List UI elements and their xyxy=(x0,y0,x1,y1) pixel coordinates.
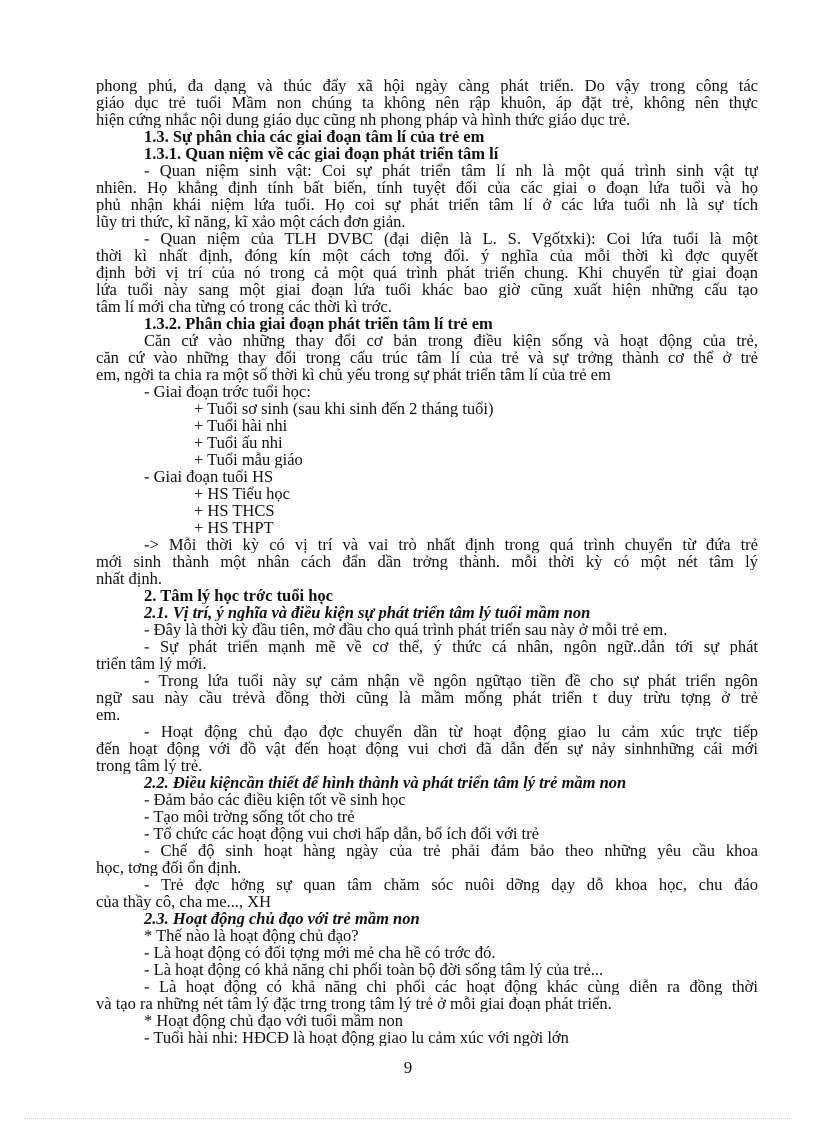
page-bottom-rule xyxy=(24,1118,792,1119)
text-line: - Quan niệm của TLH DVBC (đại diện là L. S. Vgốtxki): Coi lứa tuổi là một xyxy=(144,230,758,247)
text-line: hiện cứng nhắc nội dung giáo dục cũng nh phong pháp và hình thức giáo dục trẻ. xyxy=(96,111,631,128)
text-line: + HS Tiểu học xyxy=(194,485,290,502)
text-line: 2.2. Điều kiệncần thiết để hình thành và phát triển tâm lý trẻ mầm non xyxy=(144,774,627,791)
text-line: + Tuổi sơ sinh (sau khi sinh đến 2 tháng tuổi) xyxy=(194,400,494,417)
text-line: trong tâm lý trẻ. xyxy=(96,757,203,774)
text-line: -> Mỗi thời kỳ có vị trí và vai trò nhất định trong quá trình chuyển từ đứa trẻ xyxy=(144,536,758,553)
text-line: tâm lí mới cha từng có trong các thời kì trớc. xyxy=(96,298,392,315)
text-line: + HS THCS xyxy=(194,502,275,519)
text-line: + Tuổi hài nhi xyxy=(194,417,288,434)
text-line: - Hoạt động chủ đạo đợc chuyển dần từ hoạt động giao lu cảm xúc trực tiếp xyxy=(144,723,758,740)
text-line: - Là hoạt động có khả năng chi phối toàn bộ đời sống tâm lý của trẻ... xyxy=(144,961,604,978)
text-line: giáo dục trẻ tuổi Mầm non chúng ta không nên rập khuôn, áp đặt trẻ, không nên thực xyxy=(96,94,758,111)
text-line: - Chế độ sinh hoạt hàng ngày của trẻ phải đảm bảo theo những yêu cầu khoa xyxy=(144,842,758,859)
text-line: - Tổ chức các hoạt động vui chơi hấp dẫn, bổ ích đối với trẻ xyxy=(144,825,539,842)
text-line: của thầy cô, cha me..., XH xyxy=(96,893,272,910)
text-line: phủ nhận khái niệm lứa tuổi. Họ coi sự phát triển tâm lí ở các lứa tuổi nh là sự tích xyxy=(96,196,758,213)
text-line: 1.3.2. Phân chia giai đoạn phát triển tâm lí trẻ em xyxy=(144,315,493,332)
text-line: học, tơng đối ổn định. xyxy=(96,859,242,876)
text-line: - Trẻ đợc hởng sự quan tâm chăm sóc nuôi dỡng dạy dỗ khoa học, chu đáo xyxy=(144,876,758,893)
text-line: - Đây là thời kỳ đầu tiên, mở đầu cho quá trình phát triển sau này ở mỗi trẻ em. xyxy=(144,621,668,638)
text-line: - Quan niệm sinh vật: Coi sự phát triển tâm lí nh là một quá trình sinh vật tự xyxy=(144,162,758,179)
text-line: định bởi vị trí của nó trong cả một quá trình phát triển chung. Khi chuyển từ giai đoạn xyxy=(96,264,758,281)
text-line: lứa tuổi này sang một giai đoạn lứa tuổi khác bao giờ cũng xuất hiện những cấu tạo xyxy=(96,281,758,298)
text-line: đến hoạt động với đồ vật đến hoạt động vui chơi đã dẫn đến sự nảy sinhnhững cái mới xyxy=(96,740,758,757)
text-line: 1.3. Sự phân chia các giai đoạn tâm lí của trẻ em xyxy=(144,128,485,145)
text-line: - Tạo môi trờng sống tốt cho trẻ xyxy=(144,808,355,825)
text-line: - Đảm bảo các điều kiện tốt về sinh học xyxy=(144,791,406,808)
text-line: - Là hoạt động có khả năng chi phối các hoạt động khác cùng diễn ra đồng thời xyxy=(144,978,758,995)
text-line: - Sự phát triển mạnh mẽ về cơ thể, ý thức cá nhân, ngôn ngữ..dẫn tới sự phát xyxy=(144,638,758,655)
text-line: triển tâm lý mới. xyxy=(96,655,207,672)
text-line: và tạo ra những nét tâm lý đặc trng trong tâm lý trẻ ở mỗi giai đoạn phát triển. xyxy=(96,995,612,1012)
text-line: 2.1. Vị trí, ý nghĩa và điều kiện sự phát triển tâm lý tuổi mầm non xyxy=(144,604,591,621)
text-line: + Tuổi ấu nhi xyxy=(194,434,283,451)
page-number: 9 xyxy=(403,1058,413,1077)
text-line: em, ngời ta chia ra một số thời kì chủ yếu trong sự phát triển tâm lí của trẻ em xyxy=(96,366,611,383)
text-line: 2.3. Hoạt động chủ đạo với trẻ mầm non xyxy=(144,910,420,927)
text-line: nhiên. Họ khẳng định tính bất biến, tính tuyệt đối của các giai o đoạn lứa tuổi và họ xyxy=(96,179,758,196)
text-line: 1.3.1. Quan niệm về các giai đoạn phát triển tâm lí xyxy=(144,145,499,162)
text-line: - Giai đoạn tuổi HS xyxy=(144,468,274,485)
text-line: căn cứ vào những thay đổi trong cấu trúc tâm lí của trẻ và sự trởng thành cơ thể ở trẻ xyxy=(96,349,758,366)
text-line: - Giai đoạn trớc tuổi học: xyxy=(144,383,311,400)
text-line: + HS THPT xyxy=(194,519,274,536)
text-line: thời kì nhất định, đóng kín một cách tơng đối. ý nghĩa của mỗi thời kì đợc quyết xyxy=(96,247,758,264)
text-line: Căn cứ vào những thay đổi cơ bản trong điều kiện sống và hoạt động của trẻ, xyxy=(144,332,758,349)
text-line: - Trong lứa tuổi này sự cảm nhận về ngôn ngữtạo tiền đề cho sự phát triển ngôn xyxy=(144,672,758,689)
text-line: + Tuổi mẫu giáo xyxy=(194,451,303,468)
text-line: * Thế nào là hoạt động chủ đạo? xyxy=(144,927,359,944)
text-line: em. xyxy=(96,706,121,723)
text-line: phong phú, đa dạng và thúc đẩy xã hội ngày càng phát triển. Do vậy trong công tác xyxy=(96,77,758,94)
text-line: - Là hoạt động có đối tợng mới mẻ cha hề có trớc đó. xyxy=(144,944,496,961)
text-line: lũy tri thức, kĩ năng, kĩ xảo một cách đơn giản. xyxy=(96,213,406,230)
text-line: - Tuổi hài nhi: HĐCĐ là hoạt động giao lu cảm xúc với ngời lớn xyxy=(144,1029,569,1046)
text-line: nhất định. xyxy=(96,570,162,587)
text-line: ngữ sau này cầu trẻvà đồng thời cũng là mầm mống phát triển t duy trừu tợng ở trẻ xyxy=(96,689,758,706)
text-line: mới sinh thành một nhân cách đẩn dần trởng thành. mỗi thời kỳ có một nét tâm lý xyxy=(96,553,758,570)
page-body xyxy=(96,77,758,1046)
text-line: * Hoạt động chủ đạo với tuổi mầm non xyxy=(144,1012,403,1029)
text-line: 2. Tâm lý học trớc tuổi học xyxy=(144,587,333,604)
